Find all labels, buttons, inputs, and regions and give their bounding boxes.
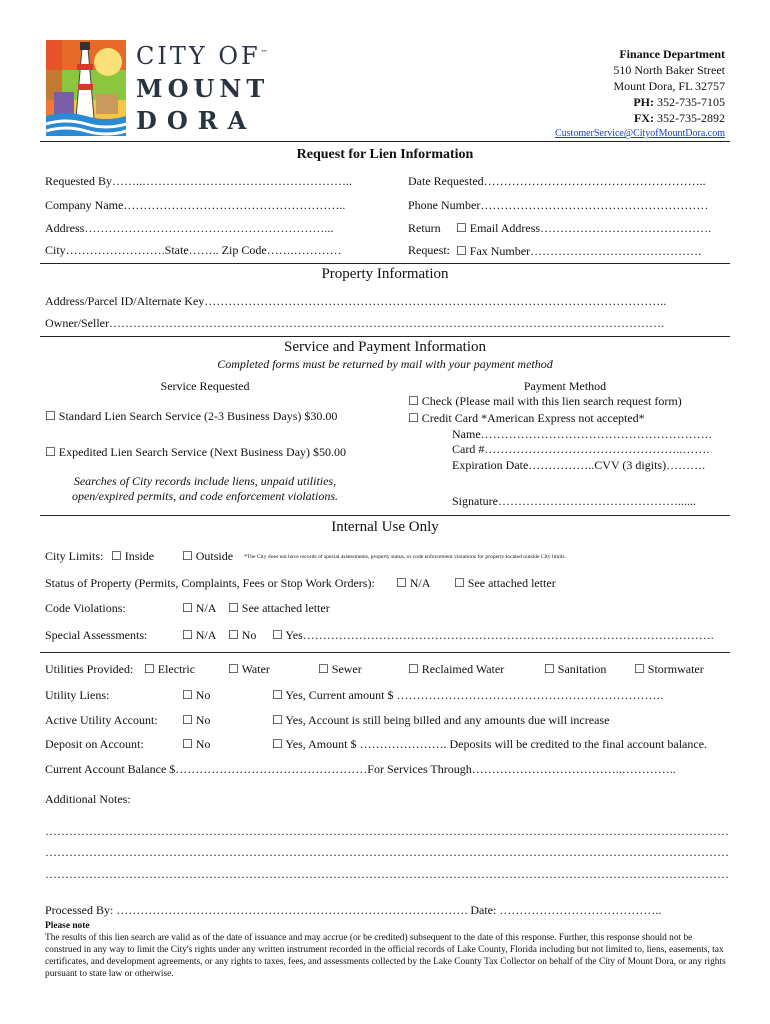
special-no-option[interactable]: ☐ No	[228, 628, 257, 642]
water-option[interactable]: ☐ Water	[228, 662, 270, 676]
date-requested-field[interactable]: Date Requested………………………………………………..	[408, 174, 706, 188]
outside-note: *The City does not have records of special assessments, property status, or code enforcement violations for property located outside City limits.	[244, 554, 567, 560]
request-label: Request:	[408, 243, 450, 257]
code-attached-option[interactable]: ☐ See attached letter	[228, 601, 330, 615]
notes-line[interactable]: ………………………………………………………………………………………………………………………………………………………	[45, 824, 729, 838]
divider	[40, 141, 730, 142]
special-yes-option[interactable]: ☐ Yes………………………………………………………………………………………….	[272, 628, 714, 642]
checkbox-icon[interactable]: ☐	[408, 411, 419, 425]
inside-option[interactable]: ☐ Inside	[111, 549, 155, 563]
mail-note: Completed forms must be returned by mail with your payment method	[217, 357, 553, 371]
checkbox-icon[interactable]: ☐	[45, 445, 56, 459]
divider	[40, 652, 730, 653]
active-utility-no-option[interactable]: ☐ No	[182, 713, 211, 727]
utility-liens-no-option[interactable]: ☐ No	[182, 688, 211, 702]
card-number-field[interactable]: Card #…………………………………………..…….	[452, 442, 710, 456]
service-requested-header: Service Requested	[160, 379, 250, 393]
please-note-label: Please note	[45, 921, 90, 931]
fax-option[interactable]: ☐ Fax Number…………………………………….	[456, 244, 702, 258]
special-na-option[interactable]: ☐ N/A	[182, 628, 217, 642]
property-heading: Property Information	[321, 266, 449, 282]
owner-seller-field[interactable]: Owner/Seller………………………………………………………………………………………………………………………….	[45, 316, 664, 330]
expedited-service-option[interactable]: ☐ Expedited Lien Search Service (Next Business Day) $50.00	[45, 445, 347, 459]
sewer-option[interactable]: ☐ Sewer	[318, 662, 362, 676]
property-address-field[interactable]: Address/Parcel ID/Alternate Key……………………………………………………………………………………………………..	[45, 294, 667, 308]
checkbox-icon[interactable]: ☐	[228, 601, 239, 615]
fax-line: FX: 352-735-2892	[634, 111, 725, 125]
status-of-property-label: Status of Property (Permits, Complaints, Fees or Stop Work Orders):	[45, 576, 375, 590]
active-utility-label: Active Utility Account:	[45, 713, 158, 727]
requested-by-field[interactable]: Requested By……..……………………………………………..	[45, 174, 352, 188]
standard-service-option[interactable]: ☐ Standard Lien Search Service (2-3 Business Days) $30.00	[45, 409, 338, 423]
logo-line2: MOUNT	[136, 74, 270, 103]
checkbox-icon[interactable]: ☐	[144, 662, 155, 676]
return-label: Return	[408, 221, 441, 235]
logo-line3: DORA	[136, 106, 257, 135]
department-name: Finance Department	[619, 47, 725, 61]
lighthouse-logo-icon	[46, 40, 126, 136]
special-assessments-label: Special Assessments:	[45, 628, 148, 642]
checkbox-icon[interactable]: ☐	[182, 549, 193, 563]
notes-line[interactable]: ………………………………………………………………………………………………………………………………………………………	[45, 867, 729, 881]
expiration-cvv-field[interactable]: Expiration Date……………..CVV (3 digits)……….	[452, 458, 706, 472]
internal-heading: Internal Use Only	[331, 519, 439, 535]
checkbox-icon[interactable]: ☐	[111, 549, 122, 563]
checkbox-icon[interactable]: ☐	[182, 688, 193, 702]
disclaimer-text: The results of this lien search are valid as of the date of issuance and may accrue (or be credited) subsequent to the date of this response. Further, this response should not be construed in any way to limit the City's rights under any written instrument recorded in the official records of Lake County, Florida including but not limited to, liens, easements, tax certificates, and development agreements, or any rights to taxes, fees, and assessments collected by the Lake County Tax Collector on behalf of the City of Mount Dora, or any rights pursuant to state law or otherwise.	[45, 933, 726, 979]
checkbox-icon[interactable]: ☐	[456, 221, 467, 235]
checkbox-icon[interactable]: ☐	[182, 601, 193, 615]
checkbox-icon[interactable]: ☐	[272, 737, 283, 751]
checkbox-icon[interactable]: ☐	[45, 409, 56, 423]
logo-line1: CITY OF™	[136, 42, 271, 70]
checkbox-icon[interactable]: ☐	[454, 576, 465, 590]
stormwater-option[interactable]: ☐ Stormwater	[634, 662, 704, 676]
phone-line: PH: 352-735-7105	[633, 95, 725, 109]
status-attached-option[interactable]: ☐ See attached letter	[454, 576, 556, 590]
code-na-option[interactable]: ☐ N/A	[182, 601, 217, 615]
signature-field[interactable]: Signature………………………………………......	[452, 494, 696, 508]
additional-notes-label: Additional Notes:	[45, 792, 131, 806]
utility-liens-label: Utility Liens:	[45, 688, 110, 702]
credit-card-option[interactable]: ☐ Credit Card *American Express not accepted*	[408, 411, 645, 425]
reclaimed-water-option[interactable]: ☐ Reclaimed Water	[408, 662, 505, 676]
checkbox-icon[interactable]: ☐	[182, 628, 193, 642]
electric-option[interactable]: ☐ Electric	[144, 662, 196, 676]
searches-note: Searches of City records include liens, unpaid utilities, open/expired permits, and code enforcement violations.	[71, 474, 339, 503]
city-address: Mount Dora, FL 32757	[613, 79, 725, 93]
address-field[interactable]: Address……………………………………………………...	[45, 221, 334, 235]
email-link[interactable]: CustomerService@CityofMountDora.com	[554, 128, 725, 139]
current-balance-field[interactable]: Current Account Balance $…………………………………………For Services Through………………………………..…………..	[45, 762, 676, 776]
company-name-field[interactable]: Company Name………………………………………………..	[45, 198, 346, 212]
deposit-no-option[interactable]: ☐ No	[182, 737, 211, 751]
service-heading: Service and Payment Information	[283, 339, 487, 355]
checkbox-icon[interactable]: ☐	[408, 662, 419, 676]
divider	[40, 515, 730, 516]
checkbox-icon[interactable]: ☐	[228, 628, 239, 642]
cardholder-name-field[interactable]: Name………………………………………………….	[452, 427, 712, 441]
email-option[interactable]: ☐ Email Address…………………………………….	[456, 221, 712, 235]
checkbox-icon[interactable]: ☐	[272, 713, 283, 727]
status-na-option[interactable]: ☐ N/A	[396, 576, 431, 590]
contact-block	[555, 46, 725, 142]
checkbox-icon[interactable]: ☐	[272, 688, 283, 702]
active-utility-yes-option[interactable]: ☐ Yes, Account is still being billed and any amounts due will increase	[272, 713, 610, 727]
deposit-yes-option[interactable]: ☐ Yes, Amount $ …………………. Deposits will be credited to the final account balance.	[272, 737, 708, 751]
checkbox-icon[interactable]: ☐	[182, 713, 193, 727]
notes-line[interactable]: ………………………………………………………………………………………………………………………………………………………	[45, 845, 729, 859]
checkbox-icon[interactable]: ☐	[544, 662, 555, 676]
checkbox-icon[interactable]: ☐	[182, 737, 193, 751]
checkbox-icon[interactable]: ☐	[396, 576, 407, 590]
payment-method-header: Payment Method	[523, 379, 607, 393]
city-logo	[46, 40, 271, 140]
form-title: Request for Lien Information	[296, 147, 474, 162]
city-state-zip-field[interactable]: City…………………….State…….. Zip Code…….…………	[45, 243, 342, 257]
check-payment-option[interactable]: ☐ Check (Please mail with this lien search request form)	[408, 394, 682, 408]
code-violations-label: Code Violations:	[45, 601, 126, 615]
divider	[40, 336, 730, 337]
processed-by-field[interactable]: Processed By: ……………………………………………………………………………. Date: …………………………………..	[45, 903, 662, 917]
checkbox-icon[interactable]: ☐	[272, 628, 283, 642]
checkbox-icon[interactable]: ☐	[318, 662, 329, 676]
utility-liens-yes-option[interactable]: ☐ Yes, Current amount $ ………………………………………………………….	[272, 688, 664, 702]
street-address: 510 North Baker Street	[613, 63, 725, 77]
checkbox-icon[interactable]: ☐	[456, 244, 467, 258]
phone-number-field[interactable]: Phone Number…………………………………………………	[408, 198, 709, 212]
utilities-provided-label: Utilities Provided:	[45, 662, 134, 676]
checkbox-icon[interactable]: ☐	[408, 394, 419, 408]
sanitation-option[interactable]: ☐ Sanitation	[544, 662, 607, 676]
outside-option[interactable]: ☐ Outside	[182, 549, 234, 563]
checkbox-icon[interactable]: ☐	[228, 662, 239, 676]
divider	[40, 263, 730, 264]
city-limits-label: City Limits:	[45, 549, 104, 563]
deposit-label: Deposit on Account:	[45, 737, 144, 751]
checkbox-icon[interactable]: ☐	[634, 662, 645, 676]
